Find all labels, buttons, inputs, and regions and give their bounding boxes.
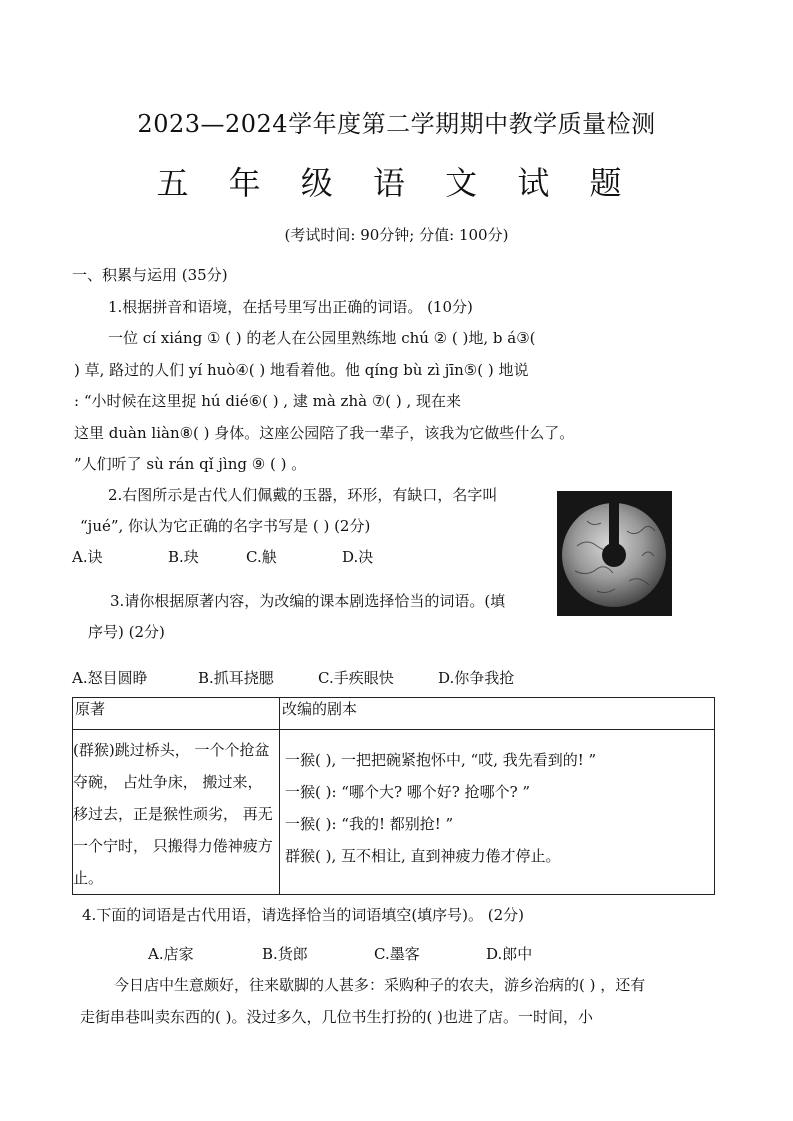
original-text-cell [73, 730, 280, 895]
exam-subtitle: 五 年 级 语 文 试 题 [156, 164, 637, 202]
question-4-prompt: 4.下面的词语是古代用语，请选择恰当的词语填空(填序号)。 (2分) [82, 906, 525, 924]
exam-info: (考试时间: 90分钟; 分值: 100分) [284, 226, 509, 244]
script-line: 一猴( ): “哪个大? 哪个好? 抢哪个? ” [285, 783, 531, 801]
question-1-line: 这里 duàn liàn⑧( ) 身体。这座公园陪了我一辈子，该我为它做些什么了。 [74, 424, 575, 442]
question-1-prompt: 1.根据拼音和语境，在括号里写出正确的词语。 (10分) [108, 298, 473, 316]
option-a: A.店家 [148, 945, 194, 963]
option-d: D.你争我抢 [438, 669, 515, 687]
option-c: C.手疾眼快 [318, 669, 394, 687]
table-header-script: 改编的剧本 [280, 698, 715, 730]
option-c: C.觖 [246, 548, 277, 566]
option-b: B.抓耳挠腮 [198, 669, 274, 687]
option-d: D.决 [342, 548, 374, 566]
option-a: A.诀 [72, 548, 103, 566]
question-3-line: 3.请你根据原著内容，为改编的课本剧选择恰当的词语。(填 [110, 592, 506, 610]
script-line: 一猴( ): “我的! 都别抢! ” [285, 815, 454, 833]
section-heading: 一、积累与运用 (35分) [72, 266, 228, 284]
script-line: 一猴( ), 一把把碗紧抱怀中, “哎, 我先看到的! ” [285, 751, 597, 769]
option-b: B.货郎 [262, 945, 308, 963]
option-c: C.墨客 [374, 945, 420, 963]
question-1-line: : “小时候在这里捉 hú dié⑥( ) , 逮 mà zhà ⑦( ) , 现在来 [74, 392, 462, 410]
jade-ring-image [557, 491, 672, 616]
drama-table [72, 697, 715, 895]
exam-title: 2023—2024学年度第二学期期中教学质量检测 [137, 110, 656, 138]
question-4-paragraph: 今日店中生意颇好，往来歇脚的人甚多：采购种子的农夫，游乡治病的( ) ，还有 [114, 976, 646, 994]
question-1-line: ”人们听了 sù rán qǐ jìng ⑨ ( ) 。 [74, 455, 307, 473]
question-1-line: 一位 cí xiáng ① ( ) 的老人在公园里熟练地 chú ② ( )地, b á③( [108, 329, 536, 347]
option-a: A.怒目圆睁 [72, 669, 148, 687]
question-4-paragraph: 走街串巷叫卖东西的( )。没过多久，几位书生打扮的( )也进了店。一时间，小 [80, 1008, 593, 1026]
original-text: (群猴)跳过桥头， 一个个抢盆夺碗， 占灶争床， 搬过来， 移过去，正是猴性顽劣， 再无一个宁时， 只搬得力倦神疲方止。 [73, 741, 273, 887]
question-3-line: 序号) (2分) [88, 623, 165, 641]
option-d: D.郎中 [486, 945, 533, 963]
question-2-line: “jué”, 你认为它正确的名字书写是 ( ) (2分) [80, 517, 371, 535]
question-1-line: ) 草, 路过的人们 yí huò④( ) 地看着他。他 qíng bù zì jīn⑤( ) 地说 [74, 361, 529, 379]
script-cell [280, 730, 715, 895]
question-2-line: 2.右图所示是古代人们佩戴的玉器，环形，有缺口，名字叫 [108, 486, 498, 504]
table-header-original: 原著 [73, 698, 280, 730]
option-b: B.玦 [168, 548, 199, 566]
script-line: 群猴( ), 互不相让, 直到神疲力倦才停止。 [285, 847, 561, 865]
